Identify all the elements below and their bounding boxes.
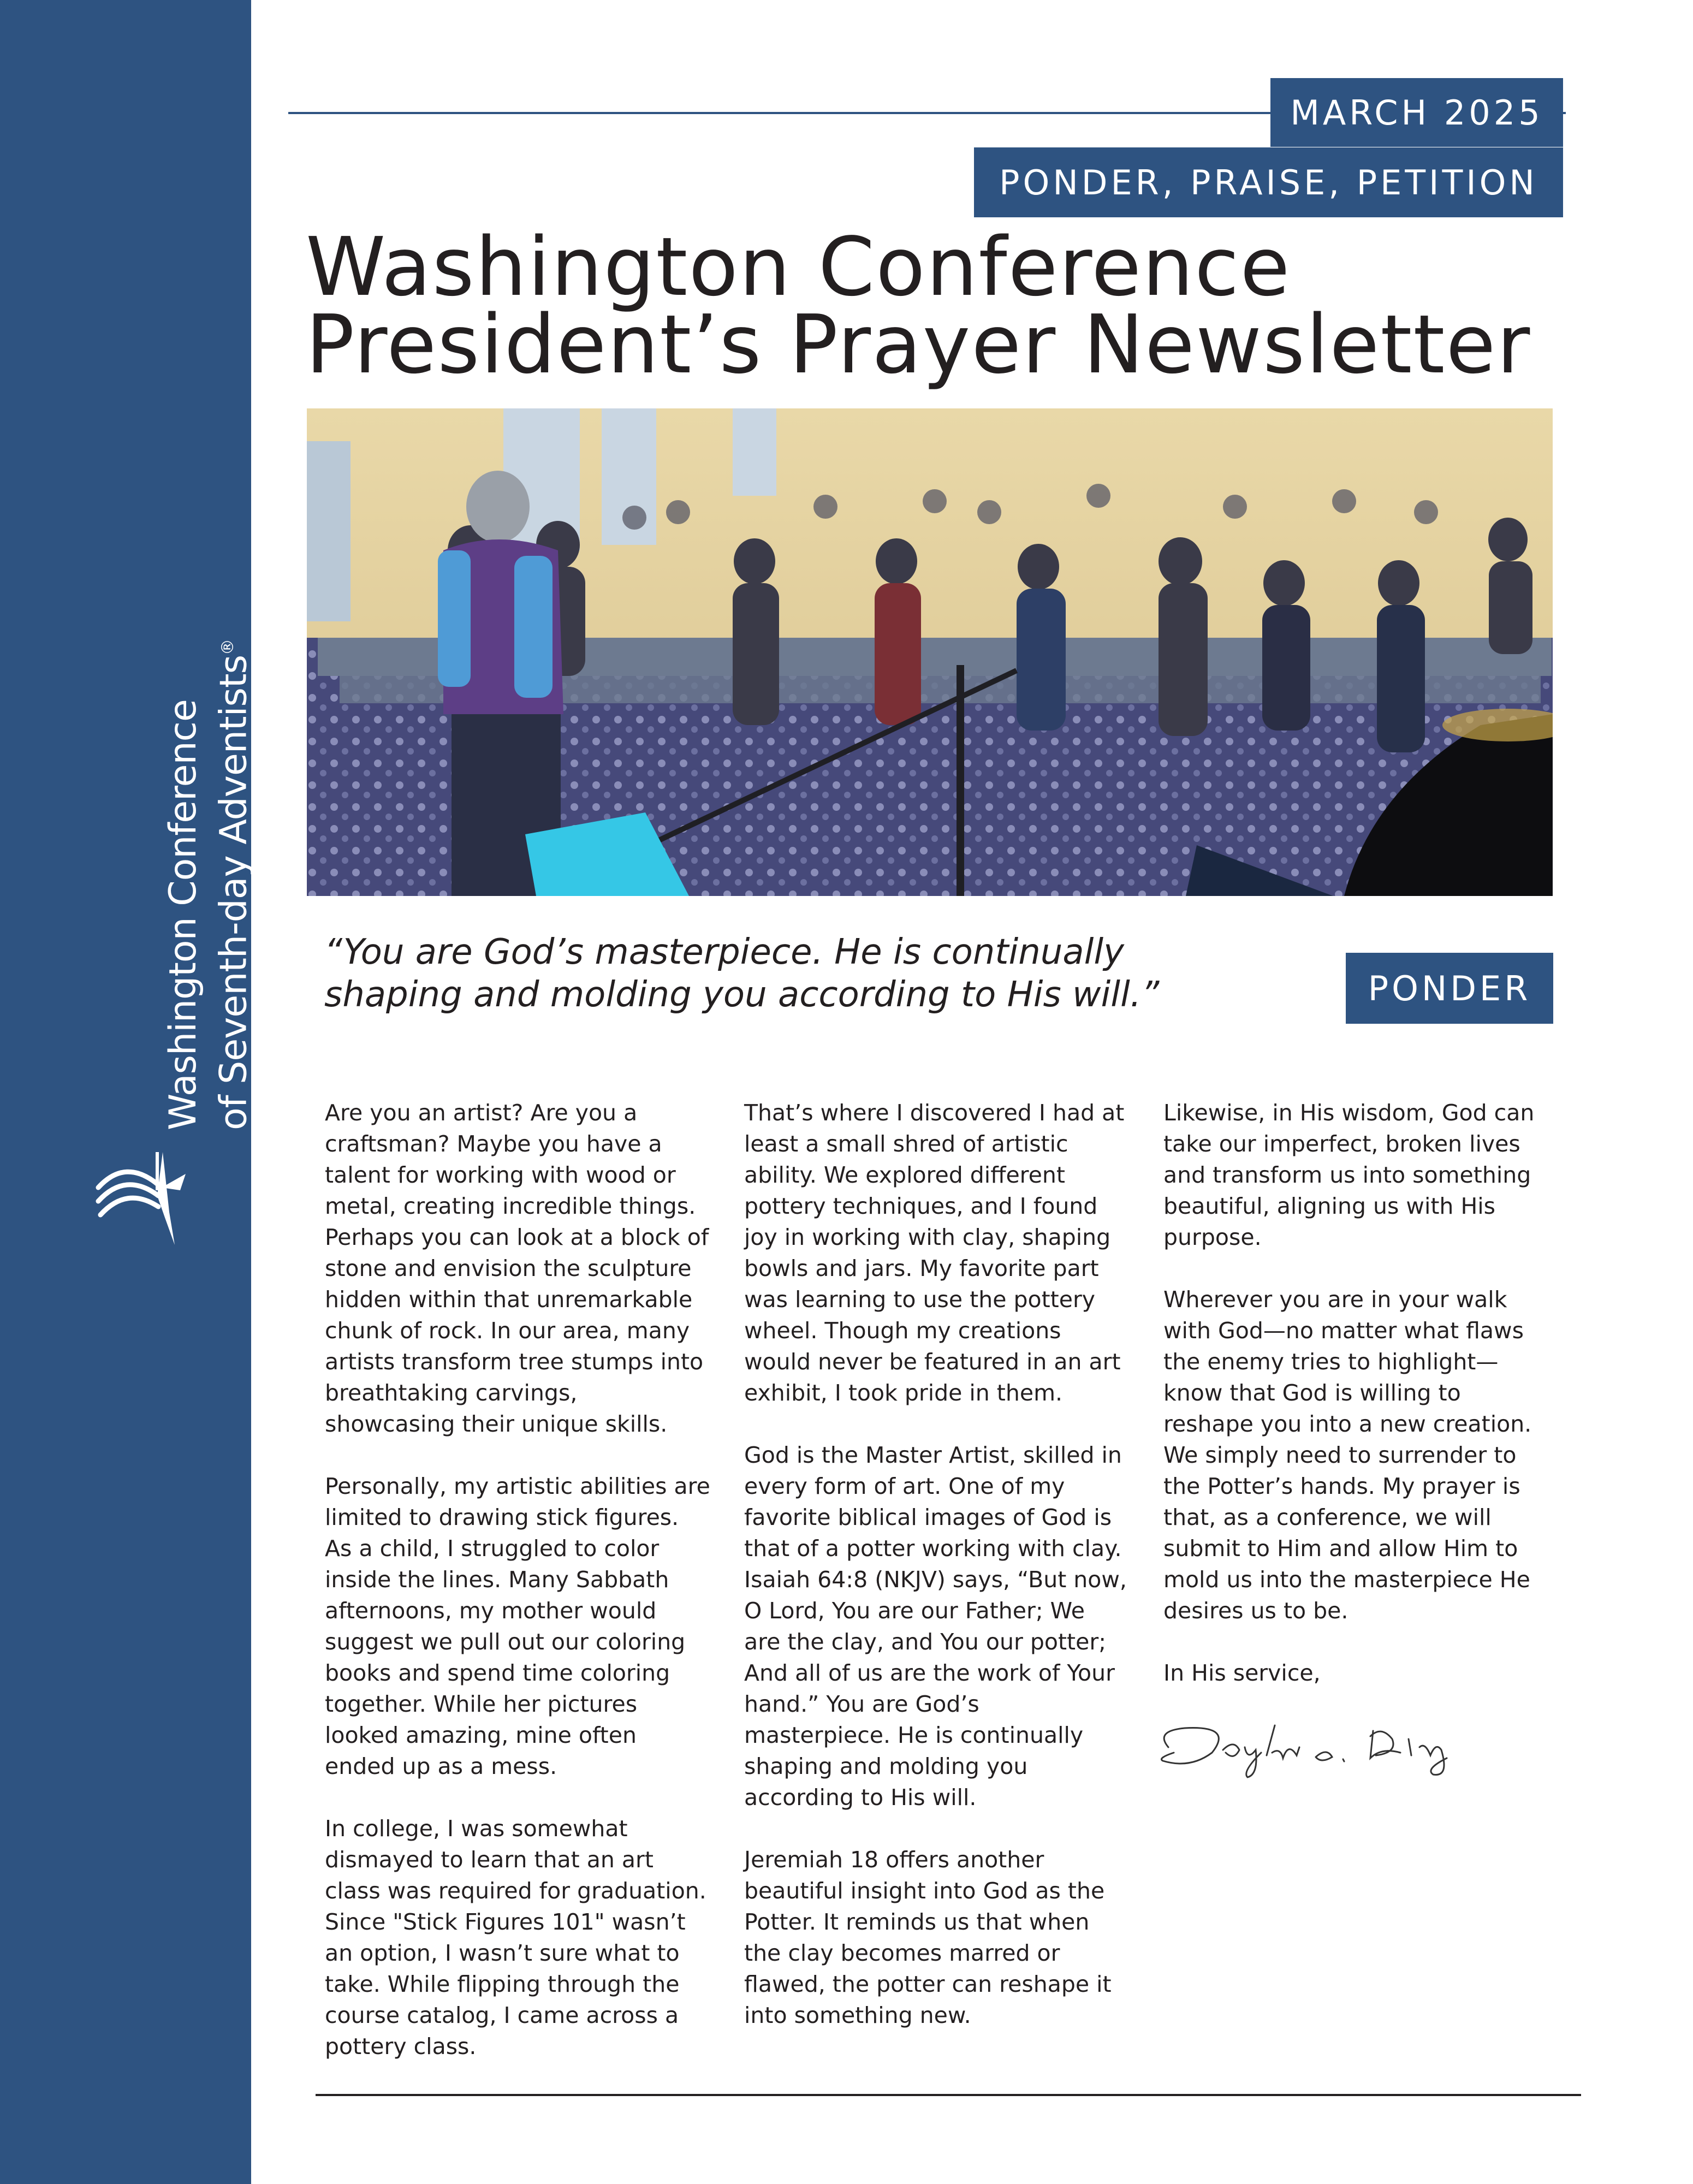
article-line: chunk of rock. In our area, many xyxy=(325,1317,690,1344)
article-column-3 xyxy=(1163,1097,1557,1720)
article-paragraph xyxy=(325,1813,718,2062)
article-line: afternoons, my mother would xyxy=(325,1598,657,1624)
article-line: As a child, I struggled to color xyxy=(325,1535,660,1562)
article-line: submit to Him and allow Him to xyxy=(1163,1535,1518,1562)
article-line: are the clay, and You our potter; xyxy=(744,1629,1107,1655)
quote-line-1: “You are God’s masterpiece. He is continually xyxy=(324,932,1124,972)
issue-date-badge: MARCH 2025 xyxy=(1270,78,1563,147)
registered-mark: ® xyxy=(218,639,237,655)
article-line: Perhaps you can look at a block of xyxy=(325,1224,709,1250)
article-line: purpose. xyxy=(1163,1224,1262,1250)
article-line: was learning to use the pottery xyxy=(744,1286,1096,1313)
section-label-ponder: PONDER xyxy=(1346,953,1553,1024)
article-paragraph xyxy=(744,1440,1137,1813)
article-line: that, as a conference, we will xyxy=(1163,1504,1492,1530)
article-line: into something new. xyxy=(744,2002,971,2028)
article-line: exhibit, I took pride in them. xyxy=(744,1380,1063,1406)
article-line: looked amazing, mine often xyxy=(325,1722,637,1748)
article-paragraph xyxy=(1163,1658,1557,1689)
article-line: joy in working with clay, shaping xyxy=(744,1224,1111,1250)
article-line: artists transform tree stumps into xyxy=(325,1349,704,1375)
article-line: inside the lines. Many Sabbath xyxy=(325,1566,669,1593)
article-line: Wherever you are in your walk xyxy=(1163,1286,1507,1313)
article-line: least a small shred of artistic xyxy=(744,1131,1068,1157)
article-line: pottery techniques, and I found xyxy=(744,1193,1098,1219)
article-line: the clay becomes marred or xyxy=(744,1940,1060,1966)
newsletter-title xyxy=(306,220,1616,391)
article-line: hand.” You are God’s xyxy=(744,1691,979,1717)
article-line: And all of us are the work of Your xyxy=(744,1660,1115,1686)
article-paragraph xyxy=(744,1097,1137,1409)
article-line: beautiful, aligning us with His xyxy=(1163,1193,1496,1219)
article-line: wheel. Though my creations xyxy=(744,1317,1061,1344)
article-line: course catalog, I came across a xyxy=(325,2002,679,2028)
article-line: shaping and molding you xyxy=(744,1753,1028,1779)
sidebar xyxy=(0,0,256,2184)
article-line: mold us into the masterpiece He xyxy=(1163,1566,1530,1593)
article-line: In college, I was somewhat xyxy=(325,1815,628,1842)
brand-line-2 xyxy=(206,639,257,1130)
title-line-2: President’s Prayer Newsletter xyxy=(306,298,1531,391)
article-line: beautiful insight into God as the xyxy=(744,1878,1105,1904)
article-line: In His service, xyxy=(1163,1660,1321,1686)
article-line: masterpiece. He is continually xyxy=(744,1722,1084,1748)
brand-line-2-text: of Seventh-day Adventists xyxy=(212,655,256,1130)
article-line: ability. We explored different xyxy=(744,1162,1065,1188)
title-line-1: Washington Conference xyxy=(306,220,1291,314)
article-line: showcasing their unique skills. xyxy=(325,1411,668,1437)
article-line: the enemy tries to highlight— xyxy=(1163,1349,1499,1375)
article-line: Personally, my artistic abilities are xyxy=(325,1473,710,1499)
article-line: Likewise, in His wisdom, God can xyxy=(1163,1100,1535,1126)
article-line: Are you an artist? Are you a xyxy=(325,1100,638,1126)
article-line: flawed, the potter can reshape it xyxy=(744,1971,1112,1997)
article-line: the Potter’s hands. My prayer is xyxy=(1163,1473,1520,1499)
article-column-1 xyxy=(325,1097,718,2093)
article-line: every form of art. One of my xyxy=(744,1473,1065,1499)
article-line: favorite biblical images of God is xyxy=(744,1504,1112,1530)
article-paragraph xyxy=(325,1097,718,1440)
article-line: desires us to be. xyxy=(1163,1598,1349,1624)
article-line: ended up as a mess. xyxy=(325,1753,557,1779)
article-line: reshape you into a new creation. xyxy=(1163,1411,1532,1437)
article-line: dismayed to learn that an art xyxy=(325,1847,654,1873)
article-line: stone and envision the sculpture xyxy=(325,1255,692,1281)
article-line: metal, creating incredible things. xyxy=(325,1193,696,1219)
article-line: know that God is willing to xyxy=(1163,1380,1461,1406)
conference-brand xyxy=(161,639,257,1130)
article-line: an option, I wasn’t sure what to xyxy=(325,1940,680,1966)
article-line: bowls and jars. My favorite part xyxy=(744,1255,1099,1281)
article-line: according to His will. xyxy=(744,1784,977,1811)
article-line: craftsman? Maybe you have a xyxy=(325,1131,662,1157)
article-line: would never be featured in an art xyxy=(744,1349,1121,1375)
article-line: We simply need to surrender to xyxy=(1163,1442,1517,1468)
adventist-flame-logo-icon xyxy=(93,1136,191,1245)
article-line: with God—no matter what flaws xyxy=(1163,1317,1524,1344)
article-line: breathtaking carvings, xyxy=(325,1380,578,1406)
handwritten-signature xyxy=(1152,1709,1480,1780)
article-line: Jeremiah 18 offers another xyxy=(744,1847,1044,1873)
article-line: and transform us into something xyxy=(1163,1162,1531,1188)
quote-line-2: shaping and molding you according to His will.” xyxy=(324,975,1160,1015)
pull-quote xyxy=(324,931,1252,1016)
article-line: O Lord, You are our Father; We xyxy=(744,1598,1085,1624)
article-line: suggest we pull out our coloring xyxy=(325,1629,686,1655)
article-line: together. While her pictures xyxy=(325,1691,638,1717)
article-line: talent for working with wood or xyxy=(325,1162,676,1188)
article-line: class was required for graduation. xyxy=(325,1878,706,1904)
article-line: hidden within that unremarkable xyxy=(325,1286,693,1313)
article-paragraph xyxy=(744,1844,1137,2031)
article-line: that of a potter working with clay. xyxy=(744,1535,1122,1562)
brand-line-1: Washington Conference xyxy=(162,699,205,1130)
article-line: limited to drawing stick figures. xyxy=(325,1504,679,1530)
footer-rule xyxy=(316,2094,1581,2096)
article-line: That’s where I discovered I had at xyxy=(744,1100,1125,1126)
article-paragraph xyxy=(325,1471,718,1782)
theme-badge: PONDER, PRAISE, PETITION xyxy=(974,147,1563,217)
article-line: Since "Stick Figures 101" wasn’t xyxy=(325,1909,686,1935)
congregation-prayer-photo xyxy=(307,408,1553,896)
article-line: Potter. It reminds us that when xyxy=(744,1909,1090,1935)
article-line: Isaiah 64:8 (NKJV) says, “But now, xyxy=(744,1566,1127,1593)
article-line: take. While flipping through the xyxy=(325,1971,680,1997)
article-line: pottery class. xyxy=(325,2033,477,2060)
article-line: take our imperfect, broken lives xyxy=(1163,1131,1520,1157)
article-line: books and spend time coloring xyxy=(325,1660,670,1686)
article-paragraph xyxy=(1163,1284,1557,1627)
article-paragraph xyxy=(1163,1097,1557,1253)
article-column-2 xyxy=(744,1097,1137,2062)
article-line: God is the Master Artist, skilled in xyxy=(744,1442,1122,1468)
